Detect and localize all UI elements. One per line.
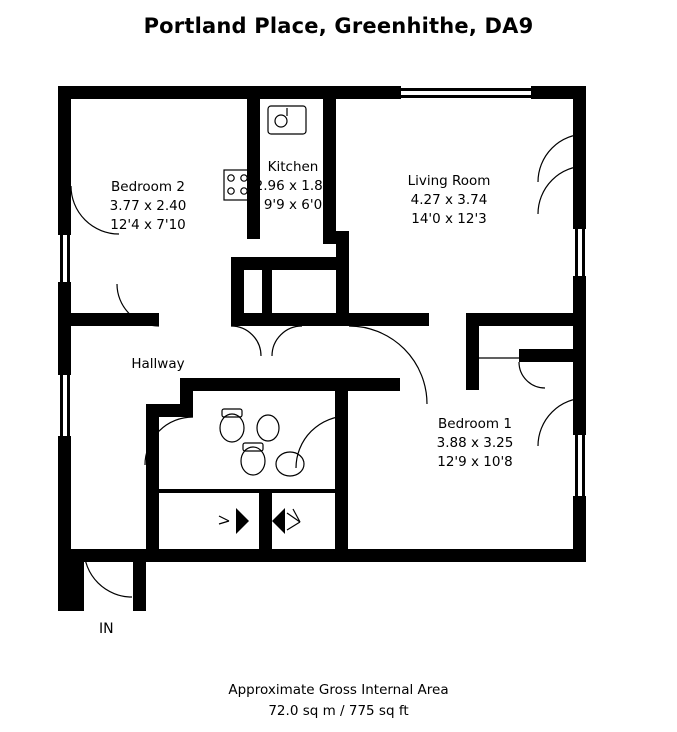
room-label-kitchen <box>208 158 378 215</box>
bath-fixture <box>276 452 304 476</box>
entrance-label: IN <box>99 621 114 637</box>
page-title: Portland Place, Greenhithe, DA9 <box>143 14 534 38</box>
room-label-hallway <box>78 355 238 374</box>
room-dimensions-metric: 3.88 x 3.25 <box>436 435 514 451</box>
room-label-bedroom1 <box>388 415 562 472</box>
room-dimensions-metric: 2.96 x 1.83 <box>254 178 332 194</box>
room-name: Bedroom 2 <box>111 179 185 195</box>
door-swing-cupboard <box>519 362 545 388</box>
door-swing-hallway-living <box>349 326 427 404</box>
room-label-living-room <box>363 172 535 229</box>
room-name: Bedroom 1 <box>438 416 512 432</box>
room-name: Hallway <box>131 356 185 372</box>
door-swing-kitchen-right <box>272 326 302 356</box>
area-caption-line2: 72.0 sq m / 775 sq ft <box>268 703 409 719</box>
door-swing-kitchen-left <box>231 326 261 356</box>
room-dimensions-imperial: 12'4 x 7'10 <box>110 217 186 233</box>
area-caption-line1: Approximate Gross Internal Area <box>228 682 449 698</box>
room-dimensions-imperial: 14'0 x 12'3 <box>411 211 487 227</box>
toilet-fixture <box>220 414 244 442</box>
room-dimensions-imperial: 12'9 x 10'8 <box>437 454 513 470</box>
room-name: Living Room <box>407 173 491 189</box>
room-name: Kitchen <box>267 159 319 175</box>
room-dimensions-metric: 3.77 x 2.40 <box>109 198 187 214</box>
room-dimensions-metric: 4.27 x 3.74 <box>410 192 488 208</box>
basin-fixture <box>257 415 279 441</box>
room-dimensions-imperial: 9'9 x 6'0 <box>263 197 323 213</box>
